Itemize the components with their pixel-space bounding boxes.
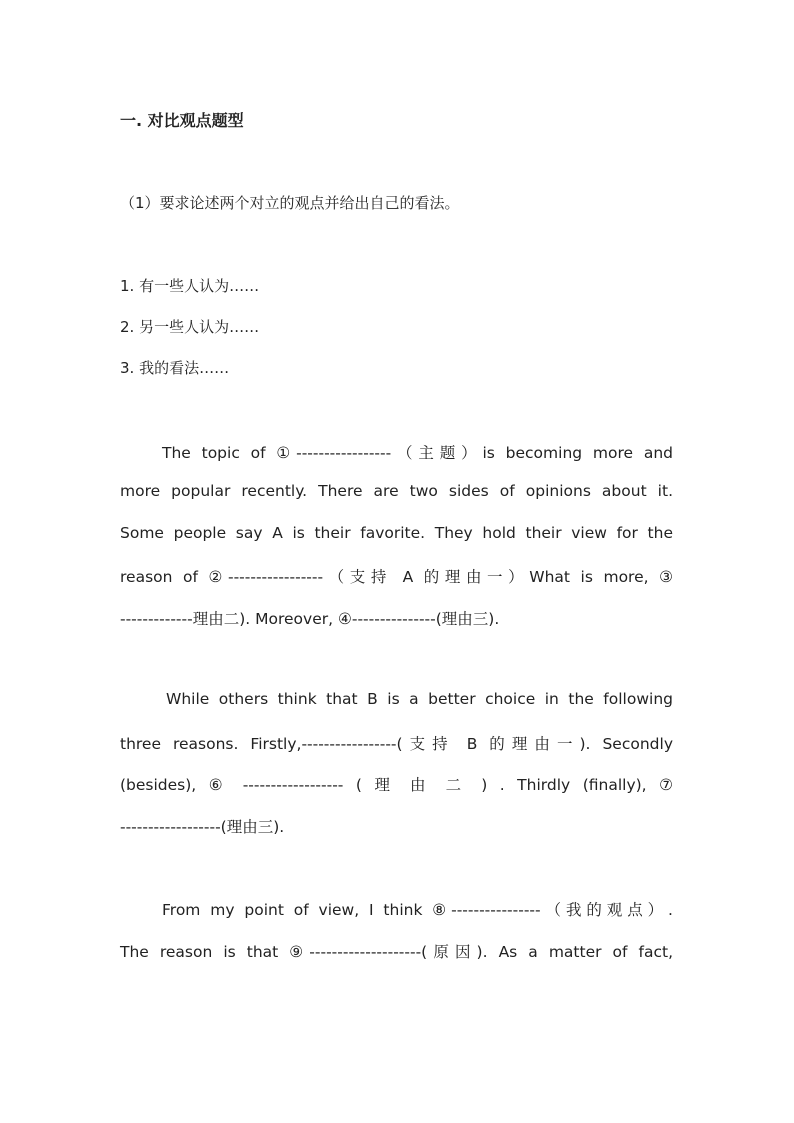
paragraph-1-line-3: Some people say A is their favorite. They hold their view for the [120,524,673,542]
paragraph-3-line-2: The reason is that ⑨--------------------(原因). As a matter of fact, [120,943,673,961]
paragraph-1-line-5: -------------理由二). Moreover, ④---------------(理由三). [120,610,500,628]
paragraph-2-line-3: (besides), ⑥ ------------------ ( 理 由 二 ) . Thirdly (finally), ⑦ [120,776,673,794]
paragraph-2-line-4: ------------------(理由三). [120,818,285,836]
paragraph-1-line-1: The topic of ①-----------------（主题）is becoming more and [162,444,673,462]
paragraph-1-line-4: reason of ②-----------------（支持 A 的理由一）What is more, ③ [120,568,673,586]
paragraph-2-line-1: While others think that B is a better choice in the following [166,690,673,708]
paragraph-1-line-2: more popular recently. There are two sides of opinions about it. [120,482,673,500]
task-description: （1）要求论述两个对立的观点并给出自己的看法。 [120,194,460,212]
paragraph-3-line-1: From my point of view, I think ⑧----------------（我的观点）. [162,901,673,919]
outline-item-1: 1. 有一些人认为…… [120,277,260,295]
paragraph-2-line-2: three reasons. Firstly,-----------------(支持 B 的理由一). Secondly [120,735,673,753]
outline-item-2: 2. 另一些人认为…… [120,318,260,336]
section-heading: 一. 对比观点题型 [120,111,244,130]
outline-item-3: 3. 我的看法…… [120,359,230,377]
